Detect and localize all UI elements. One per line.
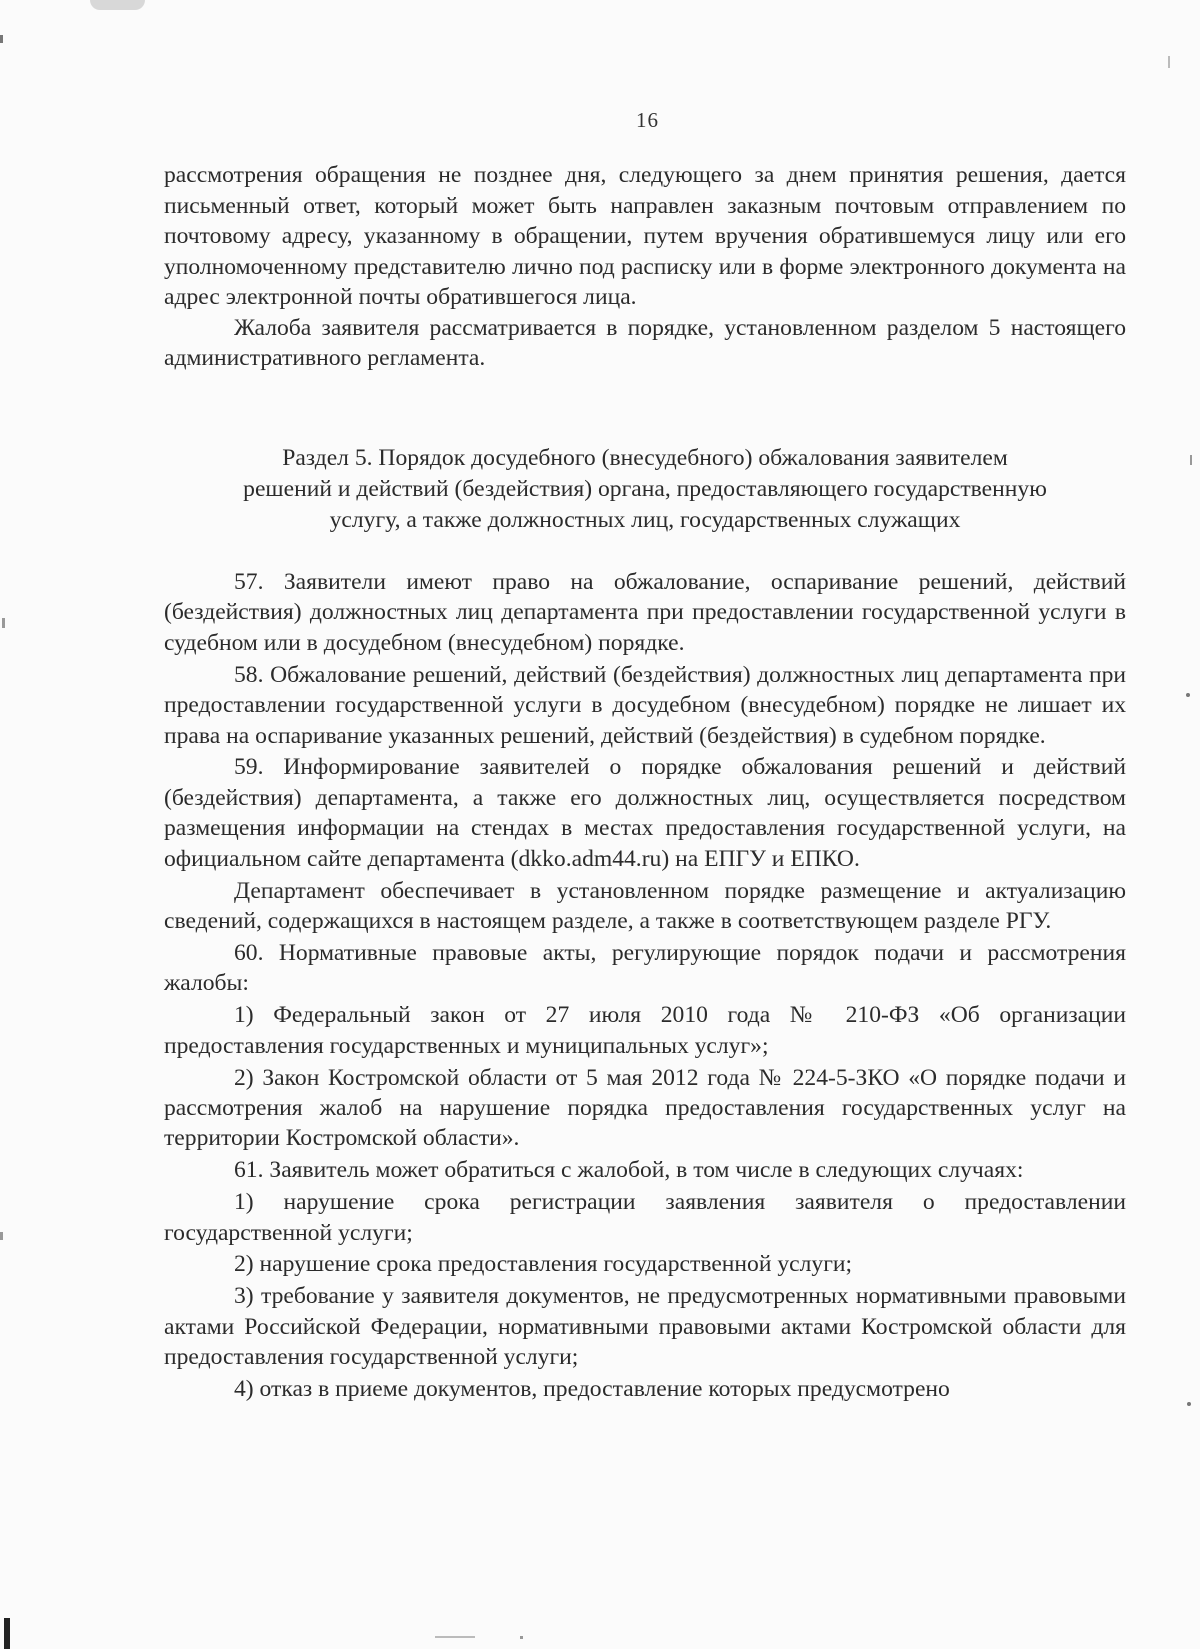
continuation-block (164, 160, 1126, 374)
section-title-line-3: услугу, а также должностных лиц, государственных служащих (329, 507, 961, 533)
section-title-line-2: решений и действий (бездействия) органа, предоставляющего государственную (243, 476, 1047, 502)
paragraph-60: 60. Нормативные правовые акты, регулирующие порядок подачи и рассмотрения жалобы: (164, 939, 1126, 997)
scan-mark-right-top (1168, 56, 1170, 68)
paragraph-61-item-4: 4) отказ в приеме документов, предоставление которых предусмотрено (234, 1376, 950, 1403)
paragraph-61-item-3: 3) требование у заявителя документов, не предусмотренных нормативными правовыми актами Российской Федерации, нормативными правовыми актами Костромской области для предоставления государственной услуги; (164, 1283, 1126, 1371)
scan-mark-left-top (0, 35, 3, 43)
scan-mark-bottom-1 (435, 1636, 475, 1638)
scan-mark-left-low (0, 1232, 3, 1240)
paragraph-61-item-2: 2) нарушение срока предоставления государственной услуги; (234, 1251, 853, 1278)
scan-mark-left-mid (2, 618, 5, 628)
scan-mark-right-2 (1186, 693, 1190, 697)
paragraph-59: 59. Информирование заявителей о порядке обжалования решений и действий (бездействия) департамента, а также его должностных лиц, осуществляется посредством размещения информации на стендах в местах предоставления государственной услуги, на официальном сайте департамента (dkko.adm44.ru) на ЕПГУ и ЕПКО. (164, 754, 1126, 872)
paragraph-59-department: Департамент обеспечивает в установленном порядке размещение и актуализацию сведений, содержащихся в настоящем разделе, а также в соответствующем разделе РГУ. (164, 877, 1126, 934)
paragraph-57: 57. Заявители имеют право на обжалование, оспаривание решений, действий (бездействия) должностных лиц департамента при предоставлении государственной услуги в судебном или в досудебном (внесудебном) порядке. (164, 569, 1126, 656)
paragraph-60-item-1: 1) Федеральный закон от 27 июля 2010 года № 210-ФЗ «Об организации предоставления государственных и муниципальных услуг»; (164, 1002, 1126, 1059)
section-5-body (164, 567, 1126, 1404)
paragraph-58: 58. Обжалование решений, действий (бездействия) должностных лиц департамента при предоставлении государственной услуги в досудебном (внесудебном) порядке не лишает их права на оспаривание указанных решений, действий (бездействия) в судебном порядке. (164, 661, 1126, 749)
scan-mark-right-1 (1190, 455, 1192, 465)
scan-smudge (90, 0, 145, 10)
complaint-note-paragraph: Жалоба заявителя рассматривается в порядке, установленном разделом 5 настоящего административного регламента. (164, 314, 1126, 371)
continuation-paragraph: рассмотрения обращения не позднее дня, следующего за днем принятия решения, дается письменный ответ, который может быть направлен заказным почтовым отправлением по почтовому адресу, указанному в обращении, путем вручения обратившемуся лицу или его уполномоченному представителю лично под расписку или в форме электронного документа на адрес электронной почты обратившегося лица. (164, 162, 1126, 310)
scan-mark-right-3 (1187, 1402, 1191, 1406)
section-5-title (164, 443, 1126, 536)
scan-mark-bottom-2 (520, 1636, 523, 1639)
paragraph-60-item-2: 2) Закон Костромской области от 5 мая 2012 года № 224-5-ЗКО «О порядке подачи и рассмотрения жалоб на нарушение порядка предоставления государственных услуг на территории Костромской области». (164, 1064, 1126, 1152)
scan-mark-left-bottom (4, 1618, 10, 1649)
paragraph-61: 61. Заявитель может обратиться с жалобой, в том числе в следующих случаях: (234, 1157, 1024, 1184)
section-title-line-1: Раздел 5. Порядок досудебного (внесудебного) обжалования заявителем (282, 445, 1008, 471)
page-number: 16 (636, 108, 659, 132)
paragraph-61-item-1: 1) нарушение срока регистрации заявления заявителя о предоставлении государственной услуги; (164, 1189, 1126, 1246)
